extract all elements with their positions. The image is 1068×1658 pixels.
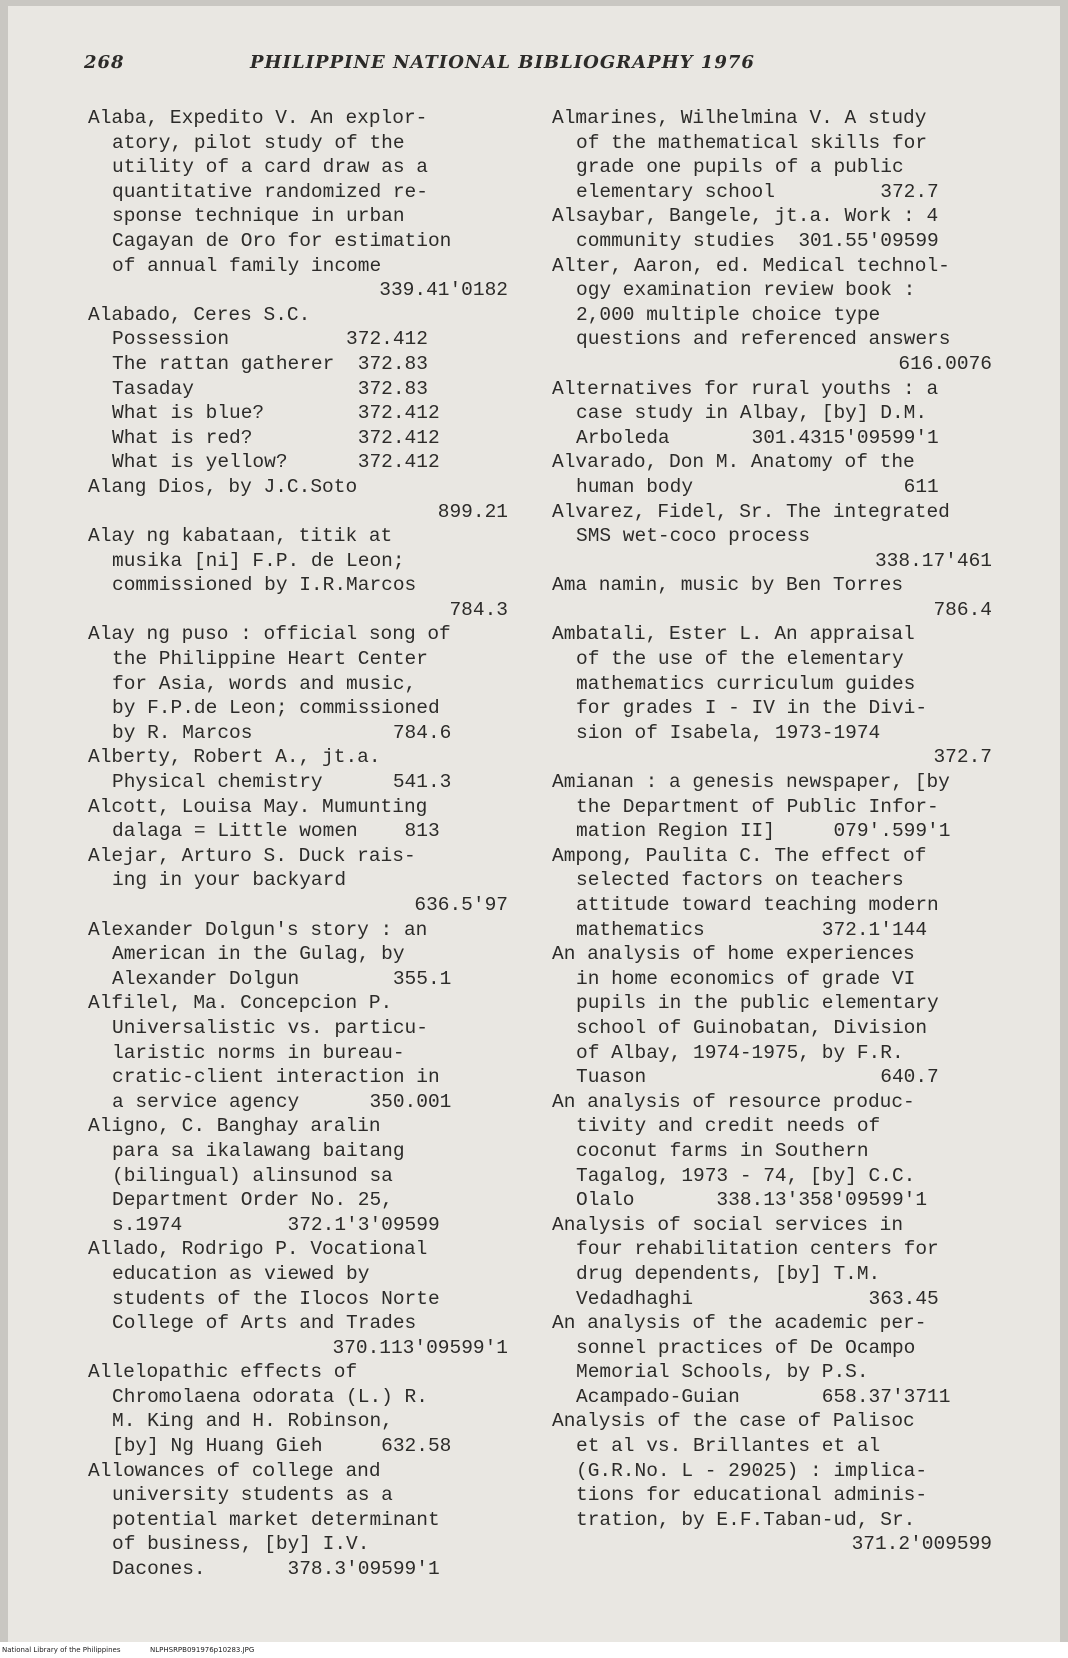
- entry-line: by R. Marcos 784.6: [112, 721, 452, 744]
- entry-line: s.1974 372.1'3'09599: [112, 1213, 440, 1236]
- bibliography-entry: [88, 622, 508, 745]
- entry-line: Memorial Schools, by P.S.: [576, 1361, 869, 1384]
- bibliography-entry: [552, 1090, 992, 1213]
- entry-line: ing in your backyard: [112, 869, 347, 892]
- entry-line: coconut farms in Southern: [576, 1139, 869, 1162]
- bibliography-entry: [552, 1213, 992, 1311]
- entry-line: Cagayan de Oro for estimation: [112, 229, 452, 252]
- bibliography-entry: [88, 795, 508, 844]
- entry-line: Alabado, Ceres S.C.: [88, 303, 311, 326]
- entry-line: in home economics of grade VI: [576, 967, 916, 990]
- entry-line: commissioned by I.R.Marcos: [112, 574, 417, 597]
- bibliography-entry: [552, 500, 992, 574]
- bibliography-entry: [552, 254, 992, 377]
- entry-line: Alvarado, Don M. Anatomy of the: [552, 451, 915, 474]
- entry-line: attitude toward teaching modern: [576, 894, 939, 916]
- bibliography-entry: [88, 1114, 508, 1237]
- bibliography-entry: [88, 1459, 508, 1582]
- entry-line: cratic-client interaction in: [112, 1066, 440, 1089]
- scan-filename: NLPHSRPB091976p10283.JPG: [150, 1646, 255, 1654]
- class-number: 370.113'09599'1: [332, 1336, 508, 1359]
- entry-line: Aligno, C. Banghay aralin: [88, 1115, 381, 1138]
- entry-line: Alang Dios, by J.C.Soto: [88, 475, 358, 498]
- entry-line: atory, pilot study of the: [112, 131, 405, 154]
- entry-line: Universalistic vs. particu-: [112, 1016, 428, 1039]
- entry-line: university students as a: [112, 1484, 393, 1507]
- entry-line: Alaba, Expedito V. An explor-: [88, 107, 428, 129]
- bibliography-entry: [552, 106, 992, 204]
- entry-line: Alay ng kabataan, titik at: [88, 525, 393, 548]
- entry-line: Alexander Dolgun's story : an: [88, 918, 428, 941]
- entry-line: elementary school 372.7: [576, 180, 939, 203]
- entry-line: tivity and credit needs of: [576, 1115, 881, 1138]
- entry-line: the Philippine Heart Center: [112, 648, 428, 671]
- entry-line: Department Order No. 25,: [112, 1189, 393, 1212]
- entry-line: Alfilel, Ma. Concepcion P.: [88, 992, 393, 1015]
- entry-line: tions for educational adminis-: [576, 1484, 928, 1507]
- entry-line: Dacones. 378.3'09599'1: [112, 1558, 440, 1581]
- entry-line: SMS wet-coco process: [576, 525, 811, 548]
- page-number: 268: [84, 52, 125, 73]
- entry-line: Amianan : a genesis newspaper, [by: [552, 771, 950, 794]
- library-credit: National Library of the Philippines: [2, 1646, 121, 1654]
- entry-line: Almarines, Wilhelmina V. A study: [552, 107, 927, 129]
- class-number: 899.21: [437, 500, 508, 523]
- right-column: [552, 106, 992, 1557]
- entry-line: of Albay, 1974-1975, by F.R.: [576, 1041, 904, 1064]
- class-number: 786.4: [933, 598, 992, 621]
- entry-line: [by] Ng Huang Gieh 632.58: [112, 1435, 452, 1458]
- entry-line: Physical chemistry 541.3: [112, 771, 452, 794]
- entry-line: utility of a card draw as a: [112, 156, 428, 179]
- entry-line: students of the Ilocos Norte: [112, 1287, 440, 1310]
- entry-line: laristic norms in bureau-: [112, 1041, 405, 1064]
- entry-line: sonnel practices of De Ocampo: [576, 1336, 916, 1359]
- entry-line: for grades I - IV in the Divi-: [576, 697, 928, 720]
- entry-line: Acampado-Guian 658.37'3711: [576, 1385, 951, 1408]
- entry-line: dalaga = Little women 813: [112, 820, 440, 843]
- scan-footer: [0, 1642, 1068, 1658]
- entry-line: M. King and H. Robinson,: [112, 1410, 393, 1433]
- bibliography-entry: [88, 991, 508, 1114]
- class-number: 339.41'0182: [379, 279, 508, 302]
- entry-line: (G.R.No. L - 29025) : implica-: [576, 1459, 928, 1482]
- entry-line: potential market determinant: [112, 1508, 440, 1531]
- entry-line: quantitative randomized re-: [112, 180, 428, 203]
- entry-line: Alexander Dolgun 355.1: [112, 967, 452, 990]
- entry-line: 2,000 multiple choice type: [576, 303, 881, 326]
- entry-line: Alberty, Robert A., jt.a.: [88, 746, 381, 769]
- entry-line: selected factors on teachers: [576, 869, 904, 892]
- bibliography-entry: [88, 844, 508, 918]
- entry-line: the Department of Public Infor-: [576, 795, 939, 818]
- running-title: PHILIPPINE NATIONAL BIBLIOGRAPHY 1976: [250, 52, 755, 73]
- bibliography-entry: [88, 475, 508, 524]
- class-number: 371.2'009599: [851, 1533, 992, 1556]
- bibliography-entry: [552, 770, 992, 844]
- page-header: [8, 52, 1060, 82]
- entry-line: for Asia, words and music,: [112, 672, 417, 695]
- entry-line: et al vs. Brillantes et al: [576, 1435, 881, 1458]
- entry-line: (bilingual) alinsunod sa: [112, 1164, 393, 1187]
- entry-line: What is yellow? 372.412: [112, 451, 440, 474]
- entry-line: Allelopathic effects of: [88, 1361, 358, 1384]
- bibliography-entry: [552, 573, 992, 622]
- bibliography-entry: [88, 106, 508, 303]
- entry-line: Alsaybar, Bangele, jt.a. Work : 4: [552, 205, 939, 228]
- entry-line: of business, [by] I.V.: [112, 1533, 370, 1556]
- entry-line: Alejar, Arturo S. Duck rais-: [88, 844, 416, 867]
- entry-line: four rehabilitation centers for: [576, 1238, 939, 1261]
- entry-line: case study in Albay, [by] D.M.: [576, 402, 928, 425]
- entry-line: The rattan gatherer 372.83: [112, 352, 428, 375]
- class-number: 616.0076: [898, 352, 992, 375]
- entry-line: of the use of the elementary: [576, 648, 904, 671]
- entry-line: by F.P.de Leon; commissioned: [112, 697, 440, 720]
- entry-line: American in the Gulag, by: [112, 943, 405, 966]
- entry-line: questions and referenced answers: [576, 328, 951, 351]
- entry-line: sion of Isabela, 1973-1974: [576, 721, 881, 744]
- left-column: [88, 106, 508, 1582]
- class-number: 372.7: [933, 746, 992, 769]
- bibliography-entry: [552, 844, 992, 942]
- entry-line: a service agency 350.001: [112, 1090, 452, 1113]
- entry-line: Arboleda 301.4315'09599'1: [576, 426, 939, 449]
- entry-line: sponse technique in urban: [112, 205, 405, 228]
- bibliography-entry: [552, 450, 992, 499]
- entry-line: Alcott, Louisa May. Mumunting: [88, 795, 428, 818]
- entry-line: Allado, Rodrigo P. Vocational: [88, 1238, 428, 1261]
- entry-line: Olalo 338.13'358'09599'1: [576, 1189, 928, 1212]
- bibliography-entry: [552, 1311, 992, 1409]
- entry-line: Possession 372.412: [112, 328, 428, 351]
- bibliography-entry: [88, 1360, 508, 1458]
- entry-line: Ampong, Paulita C. The effect of: [552, 844, 927, 867]
- entry-line: Tasaday 372.83: [112, 377, 428, 400]
- bibliography-entry: [552, 1409, 992, 1557]
- entry-line: education as viewed by: [112, 1262, 370, 1285]
- entry-line: community studies 301.55'09599: [576, 229, 939, 252]
- entry-line: Alter, Aaron, ed. Medical technol-: [552, 254, 950, 277]
- entry-line: Analysis of social services in: [552, 1213, 904, 1236]
- entry-line: drug dependents, [by] T.M.: [576, 1262, 881, 1285]
- bibliography-entry: [552, 622, 992, 770]
- class-number: 636.5'97: [414, 894, 508, 916]
- entry-line: Analysis of the case of Palisoc: [552, 1410, 915, 1433]
- entry-line: Allowances of college and: [88, 1459, 381, 1482]
- entry-line: of annual family income: [112, 254, 382, 277]
- entry-line: What is blue? 372.412: [112, 402, 440, 425]
- class-number: 784.3: [449, 598, 508, 621]
- entry-line: pupils in the public elementary: [576, 992, 939, 1015]
- entry-line: mathematics curriculum guides: [576, 672, 916, 695]
- bibliography-entry: [552, 377, 992, 451]
- entry-line: tration, by E.F.Taban-ud, Sr.: [576, 1508, 916, 1531]
- entry-line: of the mathematical skills for: [576, 131, 928, 154]
- entry-line: Tuason 640.7: [576, 1066, 939, 1089]
- entry-line: Chromolaena odorata (L.) R.: [112, 1385, 428, 1408]
- entry-line: College of Arts and Trades: [112, 1312, 417, 1335]
- entry-line: An analysis of resource produc-: [552, 1090, 915, 1113]
- catalog-page: [8, 6, 1060, 1644]
- entry-line: grade one pupils of a public: [576, 156, 904, 179]
- bibliography-entry: [88, 524, 508, 622]
- entry-line: mathematics 372.1'144: [576, 918, 928, 941]
- entry-line: ogy examination review book :: [576, 279, 916, 302]
- bibliography-entry: [552, 942, 992, 1090]
- entry-line: Alvarez, Fidel, Sr. The integrated: [552, 500, 950, 523]
- class-number: 338.17'461: [874, 549, 992, 572]
- bibliography-entry: [88, 745, 508, 794]
- entry-line: para sa ikalawang baitang: [112, 1139, 405, 1162]
- bibliography-entry: [552, 204, 992, 253]
- entry-line: mation Region II] 079'.599'1: [576, 820, 951, 843]
- entry-line: Alternatives for rural youths : a: [552, 377, 939, 400]
- entry-line: Tagalog, 1973 - 74, [by] C.C.: [576, 1164, 916, 1187]
- entry-line: Ama namin, music by Ben Torres: [552, 574, 904, 597]
- entry-line: school of Guinobatan, Division: [576, 1016, 928, 1039]
- entry-line: human body 611: [576, 475, 939, 498]
- bibliography-entry: [88, 303, 508, 475]
- entry-line: Alay ng puso : official song of: [88, 623, 451, 646]
- bibliography-entry: [88, 1237, 508, 1360]
- entry-line: musika [ni] F.P. de Leon;: [112, 549, 405, 572]
- entry-line: An analysis of home experiences: [552, 943, 915, 966]
- entry-line: An analysis of the academic per-: [552, 1312, 927, 1335]
- entry-line: Ambatali, Ester L. An appraisal: [552, 623, 915, 646]
- entry-line: What is red? 372.412: [112, 426, 440, 449]
- bibliography-entry: [88, 918, 508, 992]
- entry-line: Vedadhaghi 363.45: [576, 1287, 939, 1310]
